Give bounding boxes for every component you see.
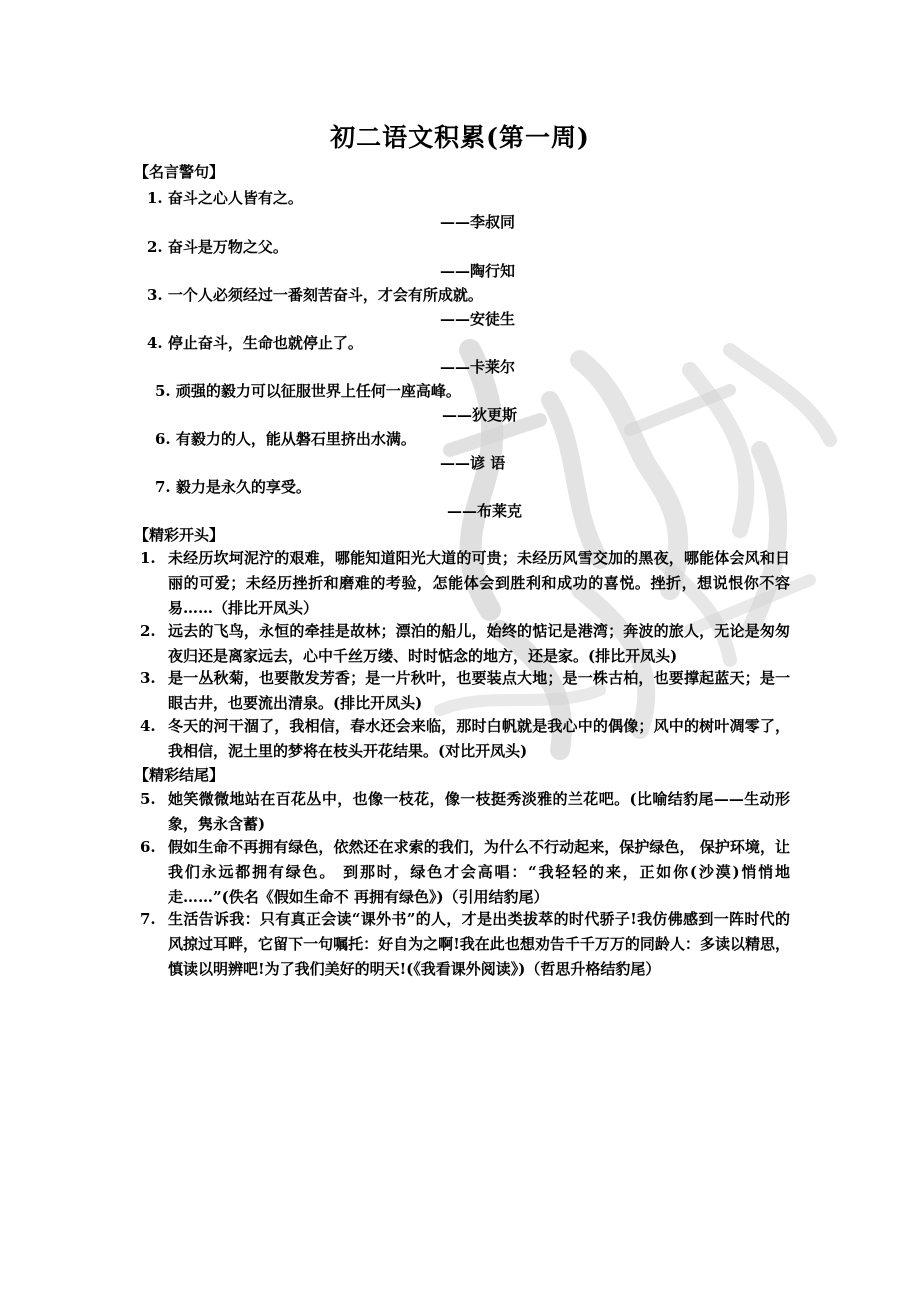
quote-author: ——卡莱尔 (440, 358, 516, 376)
quote-item (155, 428, 416, 449)
quote-text: 奋斗是万物之父。 (167, 238, 288, 256)
ending-paragraph (140, 787, 790, 837)
quote-item (147, 332, 363, 353)
paragraph-number: 1. (140, 549, 156, 567)
quote-number: 1. (147, 189, 163, 207)
paragraph-text: 生活告诉我：只有真正会读“课外书”的人，才是出类拔萃的时代骄子!我仿佛感到一阵时代的风掠过耳畔，它留下一句嘱托：好自为之啊!我在此也想劝告千千万万的同龄人：多读以精思，慎读以明辨吧!为了我们美好的明天!(《我看课外阅读》)（哲思升格结豹尾） (168, 910, 790, 978)
paragraph-text: 是一丛秋菊，也要散发芳香；是一片秋叶，也要装点大地；是一株古柏，也要撑起蓝天；是一眼古井，也要流出清泉。(排比开凤头) (168, 669, 790, 712)
quote-author: ——布莱克 (447, 502, 523, 520)
paragraph-number: 7. (140, 910, 156, 928)
opening-paragraph (140, 619, 790, 669)
paragraph-text: 远去的飞鸟，永恒的牵挂是故林；漂泊的船儿，始终的惦记是港湾；奔波的旅人，无论是匆匆夜归还是离家远去，心中千丝万缕、时时惦念的地方，还是家。(排比开凤头) (168, 622, 790, 665)
quote-item (147, 187, 303, 208)
paragraph-text: 假如生命不再拥有绿色，依然还在求索的我们，为什么不行动起来，保护绿色， 保护环境，让我们永远都拥有绿色。 到那时，绿色才会高唱：“我轻轻的来，正如你(沙漠)悄悄地走……”(佚名《假如生命不 再拥有绿色》)（引用结豹尾） (168, 838, 790, 906)
paragraph-text: 她笑微微地站在百花丛中，也像一枝花，像一枝挺秀淡雅的兰花吧。(比喻结豹尾——生动形象，隽永含蓄) (168, 790, 790, 833)
quote-text: 一个人必须经过一番刻苦奋斗，才会有所成就。 (167, 286, 483, 304)
opening-paragraph (140, 714, 790, 764)
quote-number: 7. (155, 478, 171, 496)
section-heading-openings: 【精彩开头】 (134, 526, 225, 544)
quote-author: ——陶行知 (440, 262, 516, 280)
quote-author: ——李叔同 (440, 213, 516, 231)
quote-author: ——狄更斯 (442, 406, 518, 424)
ending-paragraph (140, 835, 790, 910)
opening-paragraph (140, 666, 790, 716)
quote-text: 顽强的毅力可以征服世界上任何一座高峰。 (175, 382, 461, 400)
quote-text: 有毅力的人，能从磐石里挤出水满。 (175, 430, 416, 448)
section-heading-quotes: 【名言警句】 (134, 163, 225, 181)
quote-number: 4. (147, 334, 163, 352)
quote-item (155, 476, 311, 497)
quote-item (147, 236, 288, 257)
opening-paragraph (140, 546, 790, 621)
paragraph-number: 4. (140, 717, 156, 735)
ending-paragraph (140, 907, 790, 982)
quote-item (155, 380, 461, 401)
page-title: 初二语文积累(第一周) (330, 123, 590, 152)
quote-author: ——谚 语 (440, 454, 506, 472)
paragraph-number: 5. (140, 790, 156, 808)
paragraph-number: 3. (140, 669, 156, 687)
quote-item (147, 284, 483, 305)
section-heading-endings: 【精彩结尾】 (134, 766, 225, 784)
quote-number: 5. (155, 382, 171, 400)
quote-number: 6. (155, 430, 171, 448)
paragraph-number: 2. (140, 622, 156, 640)
quote-text: 奋斗之心人皆有之。 (167, 189, 303, 207)
quote-author: ——安徒生 (440, 310, 516, 328)
quote-number: 3. (147, 286, 163, 304)
paragraph-text: 未经历坎坷泥泞的艰难，哪能知道阳光大道的可贵；未经历风雪交加的黑夜，哪能体会风和日丽的可爱；未经历挫折和磨难的考验，怎能体会到胜利和成功的喜悦。挫折，想说恨你不容易……（排比开凤头） (168, 549, 790, 617)
paragraph-number: 6. (140, 838, 156, 856)
quote-number: 2. (147, 238, 163, 256)
paragraph-text: 冬天的河干涸了，我相信，春水还会来临，那时白帆就是我心中的偶像；风中的树叶凋零了，我相信，泥土里的梦将在枝头开花结果。(对比开凤头) (168, 717, 790, 760)
quote-text: 停止奋斗，生命也就停止了。 (167, 334, 363, 352)
quote-text: 毅力是永久的享受。 (175, 478, 311, 496)
